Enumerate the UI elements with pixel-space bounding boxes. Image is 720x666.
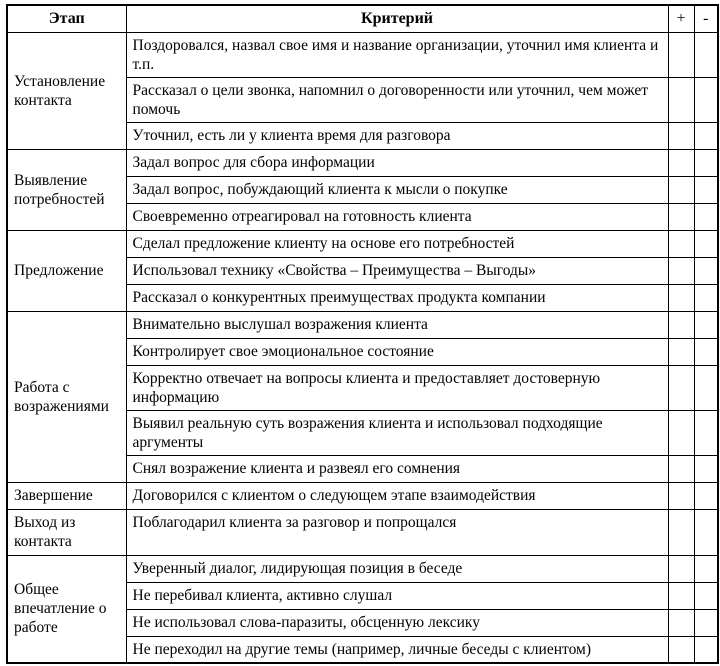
minus-mark-cell xyxy=(694,257,718,284)
minus-mark-cell xyxy=(694,230,718,257)
minus-mark-cell xyxy=(694,482,718,509)
criterion-cell: Своевременно отреагировал на готовность клиента xyxy=(126,203,668,230)
plus-mark-cell xyxy=(668,203,694,230)
minus-mark-cell xyxy=(694,203,718,230)
criterion-cell: Рассказал о цели звонка, напомнил о договоренности или уточнил, чем может помочь xyxy=(126,77,668,122)
call-quality-checklist-table xyxy=(6,4,719,664)
minus-mark-cell xyxy=(694,555,718,582)
minus-mark-cell xyxy=(694,311,718,338)
stage-cell: Общее впечатление о работе xyxy=(7,555,126,663)
plus-mark-cell xyxy=(668,636,694,663)
table-body xyxy=(7,32,718,663)
plus-mark-cell xyxy=(668,32,694,77)
table-row xyxy=(7,509,718,555)
minus-mark-cell xyxy=(694,149,718,176)
plus-mark-cell xyxy=(668,284,694,311)
minus-mark-cell xyxy=(694,410,718,455)
criterion-cell: Поблагодарил клиента за разговор и попрощался xyxy=(126,509,668,555)
plus-mark-cell xyxy=(668,149,694,176)
minus-mark-cell xyxy=(694,509,718,555)
header-row xyxy=(7,5,718,32)
criterion-cell: Не переходил на другие темы (например, личные беседы с клиентом) xyxy=(126,636,668,663)
plus-mark-cell xyxy=(668,455,694,482)
table-header xyxy=(7,5,718,32)
stage-cell: Предложение xyxy=(7,230,126,311)
stage-cell: Выявление потребностей xyxy=(7,149,126,230)
table-row xyxy=(7,555,718,582)
plus-mark-cell xyxy=(668,122,694,149)
criterion-cell: Задал вопрос, побуждающий клиента к мысли о покупке xyxy=(126,176,668,203)
stage-cell: Установление контакта xyxy=(7,32,126,149)
criterion-cell: Уточнил, есть ли у клиента время для разговора xyxy=(126,122,668,149)
stage-cell: Завершение xyxy=(7,482,126,509)
table-row xyxy=(7,32,718,77)
minus-mark-cell xyxy=(694,636,718,663)
table-row xyxy=(7,149,718,176)
criterion-cell: Уверенный диалог, лидирующая позиция в беседе xyxy=(126,555,668,582)
minus-mark-cell xyxy=(694,32,718,77)
plus-mark-cell xyxy=(668,555,694,582)
criterion-cell: Сделал предложение клиенту на основе его потребностей xyxy=(126,230,668,257)
table-row xyxy=(7,482,718,509)
plus-mark-cell xyxy=(668,410,694,455)
minus-mark-cell xyxy=(694,338,718,365)
table-row xyxy=(7,311,718,338)
minus-mark-cell xyxy=(694,365,718,410)
plus-mark-cell xyxy=(668,257,694,284)
header-plus: + xyxy=(668,5,694,32)
minus-mark-cell xyxy=(694,582,718,609)
plus-mark-cell xyxy=(668,77,694,122)
stage-cell: Работа с возражениями xyxy=(7,311,126,482)
minus-mark-cell xyxy=(694,176,718,203)
minus-mark-cell xyxy=(694,455,718,482)
criterion-cell: Контролирует свое эмоциональное состояние xyxy=(126,338,668,365)
plus-mark-cell xyxy=(668,609,694,636)
minus-mark-cell xyxy=(694,609,718,636)
plus-mark-cell xyxy=(668,338,694,365)
criterion-cell: Внимательно выслушал возражения клиента xyxy=(126,311,668,338)
minus-mark-cell xyxy=(694,122,718,149)
plus-mark-cell xyxy=(668,482,694,509)
criterion-cell: Корректно отвечает на вопросы клиента и предоставляет достоверную информацию xyxy=(126,365,668,410)
plus-mark-cell xyxy=(668,509,694,555)
criterion-cell: Снял возражение клиента и развеял его сомнения xyxy=(126,455,668,482)
criterion-cell: Не перебивал клиента, активно слушал xyxy=(126,582,668,609)
criterion-cell: Выявил реальную суть возражения клиента и использовал подходящие аргументы xyxy=(126,410,668,455)
plus-mark-cell xyxy=(668,176,694,203)
plus-mark-cell xyxy=(668,230,694,257)
criterion-cell: Рассказал о конкурентных преимуществах продукта компании xyxy=(126,284,668,311)
criterion-cell: Не использовал слова-паразиты, обсценную лексику xyxy=(126,609,668,636)
criterion-cell: Договорился с клиентом о следующем этапе взаимодействия xyxy=(126,482,668,509)
plus-mark-cell xyxy=(668,582,694,609)
minus-mark-cell xyxy=(694,77,718,122)
plus-mark-cell xyxy=(668,365,694,410)
criterion-cell: Задал вопрос для сбора информации xyxy=(126,149,668,176)
header-minus: - xyxy=(694,5,718,32)
minus-mark-cell xyxy=(694,284,718,311)
criterion-cell: Использовал технику «Свойства – Преимущества – Выгоды» xyxy=(126,257,668,284)
table-row xyxy=(7,230,718,257)
criterion-cell: Поздоровался, назвал свое имя и название организации, уточнил имя клиента и т.п. xyxy=(126,32,668,77)
plus-mark-cell xyxy=(668,311,694,338)
stage-cell: Выход из контакта xyxy=(7,509,126,555)
header-stage: Этап xyxy=(7,5,126,32)
header-criterion: Критерий xyxy=(126,5,668,32)
